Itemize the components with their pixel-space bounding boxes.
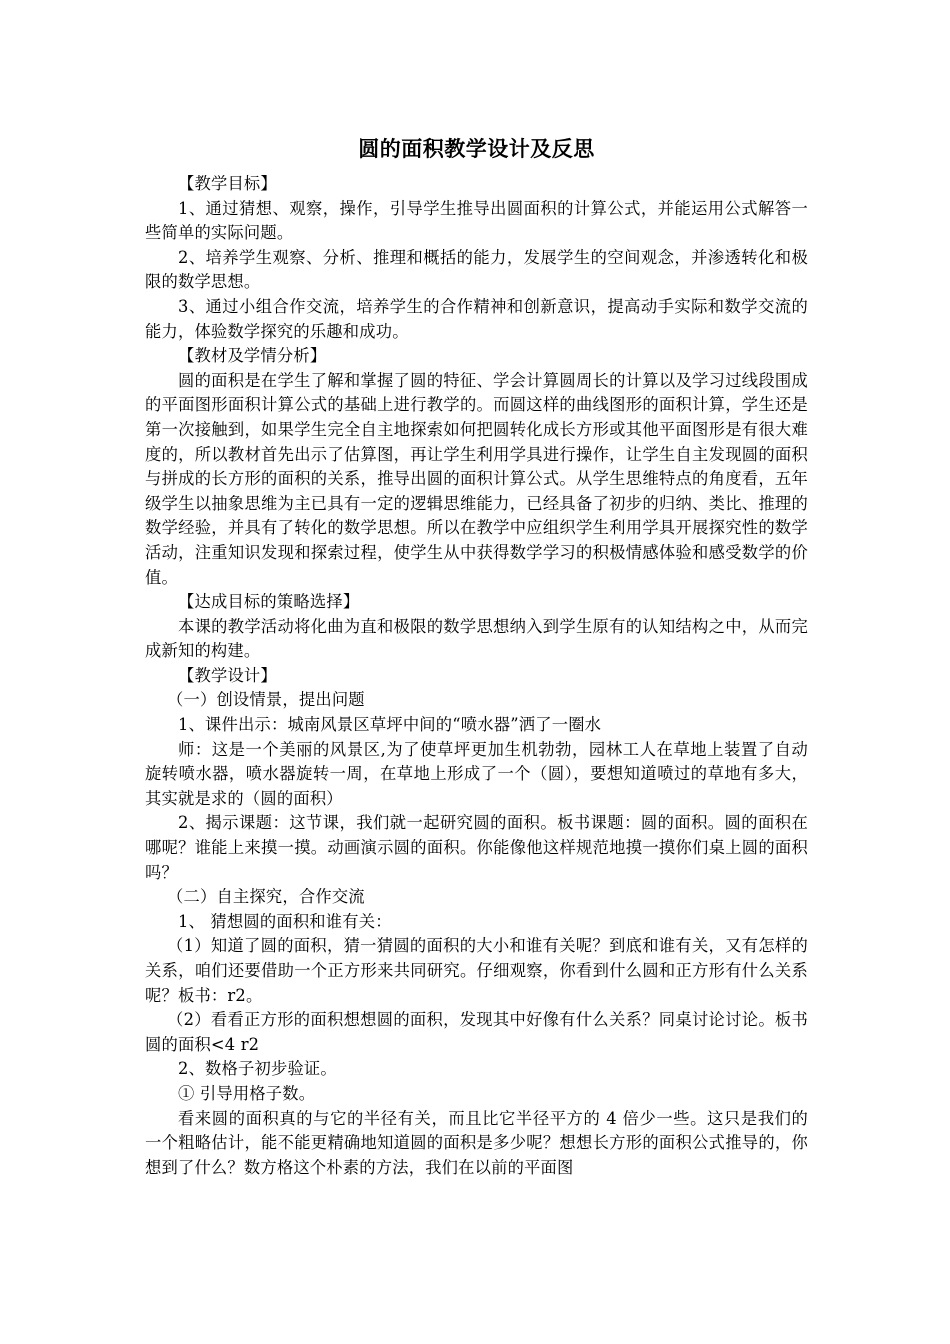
heading-teaching-design: 【教学设计】	[178, 665, 277, 685]
heading-teaching-goals: 【教学目标】	[178, 174, 277, 193]
section-2-paragraph: 看来圆的面积真的与它的半径有关，而且比它半径平方的 4 倍少一些。这只是我们的一个粗略估计，能不能更精确地知道圆的面积是多少呢？想想长方形的面积公式推导的，你想到了什么？数方格这个朴素的方法，我们在以前的平面图	[145, 1108, 808, 1177]
section-2-item-2: 2、数格子初步验证。	[178, 1059, 337, 1079]
heading-material-analysis: 【教材及学情分析】	[178, 346, 327, 366]
section-2-step-1: ① 引导用格子数。	[178, 1083, 316, 1103]
document-page	[145, 128, 808, 1180]
goal-item-1: 1、通过猜想、观察，操作，引导学生推导出圆面积的计算公式，并能运用公式解答一些简单的实际问题。	[145, 198, 808, 243]
section-2-heading: （二）自主探究，合作交流	[167, 887, 365, 907]
document-title: 圆的面积教学设计及反思	[358, 137, 595, 161]
goal-item-2: 2、培养学生观察、分析、推理和概括的能力，发展学生的空间观念，并渗透转化和极限的数学思想。	[145, 247, 808, 292]
section-1-item-2: 2、揭示课题：这节课，我们就一起研究圆的面积。板书课题：圆的面积。圆的面积在哪呢？谁能上来摸一摸。动画演示圆的面积。你能像他这样规范地摸一摸你们桌上圆的面积吗？	[145, 813, 808, 882]
material-analysis-paragraph: 圆的面积是在学生了解和掌握了圆的特征、学会计算圆周长的计算以及学习过线段围成的平面图形面积计算公式的基础上进行教学的。而圆这样的曲线图形的面积计算，学生还是第一次接触到，如果学生完全自主地探索如何把圆转化成长方形或其他平面图形是有很大难度的，所以教材首先出示了估算图，再让学生利用学具进行操作，让学生自主发现圆的面积与拼成的长方形的面积的关系，推导出圆的面积计算公式。从学生思维特点的角度看，五年级学生以抽象思维为主已具有一定的逻辑思维能力，已经具备了初步的归纳、类比、推理的数学经验，并具有了转化的数学思想。所以在教学中应组织学生利用学具开展探究性的数学活动，注重知识发现和探索过程，使学生从中获得数学学习的积极情感体验和感受数学的价值。	[145, 370, 808, 587]
section-1-heading: （一）创设情景，提出问题	[167, 690, 365, 710]
strategy-paragraph: 本课的教学活动将化曲为直和极限的数学思想纳入到学生原有的认知结构之中，从而完成新知的构建。	[145, 616, 808, 661]
section-2-subitem-1: （1）知道了圆的面积，猜一猜圆的面积的大小和谁有关呢？到底和谁有关，又有怎样的关系，咱们还要借助一个正方形来共同研究。仔细观察，你看到什么圆和正方形有什么关系呢？板书：r2。	[145, 936, 808, 1005]
section-2-item-1: 1、 猜想圆的面积和谁有关：	[178, 911, 392, 931]
teacher-speech-paragraph: 师：这是一个美丽的风景区,为了使草坪更加生机勃勃，园林工人在草地上装置了自动旋转喷水器，喷水器旋转一周，在草地上形成了一个（圆），要想知道喷过的草地有多大，其实就是求的（圆的面积）	[145, 739, 808, 808]
section-1-item-1: 1、课件出示：城南风景区草坪中间的“喷水器”洒了一圈水	[178, 715, 602, 735]
heading-strategy: 【达成目标的策略选择】	[178, 592, 360, 612]
section-2-subitem-2: （2）看看正方形的面积想想圆的面积，发现其中好像有什么关系？同桌讨论讨论。板书圆的面积<4 r2	[145, 1010, 808, 1054]
goal-item-3: 3、通过小组合作交流，培养学生的合作精神和创新意识，提高动手实际和数学交流的能力，体验数学探究的乐趣和成功。	[145, 296, 808, 341]
